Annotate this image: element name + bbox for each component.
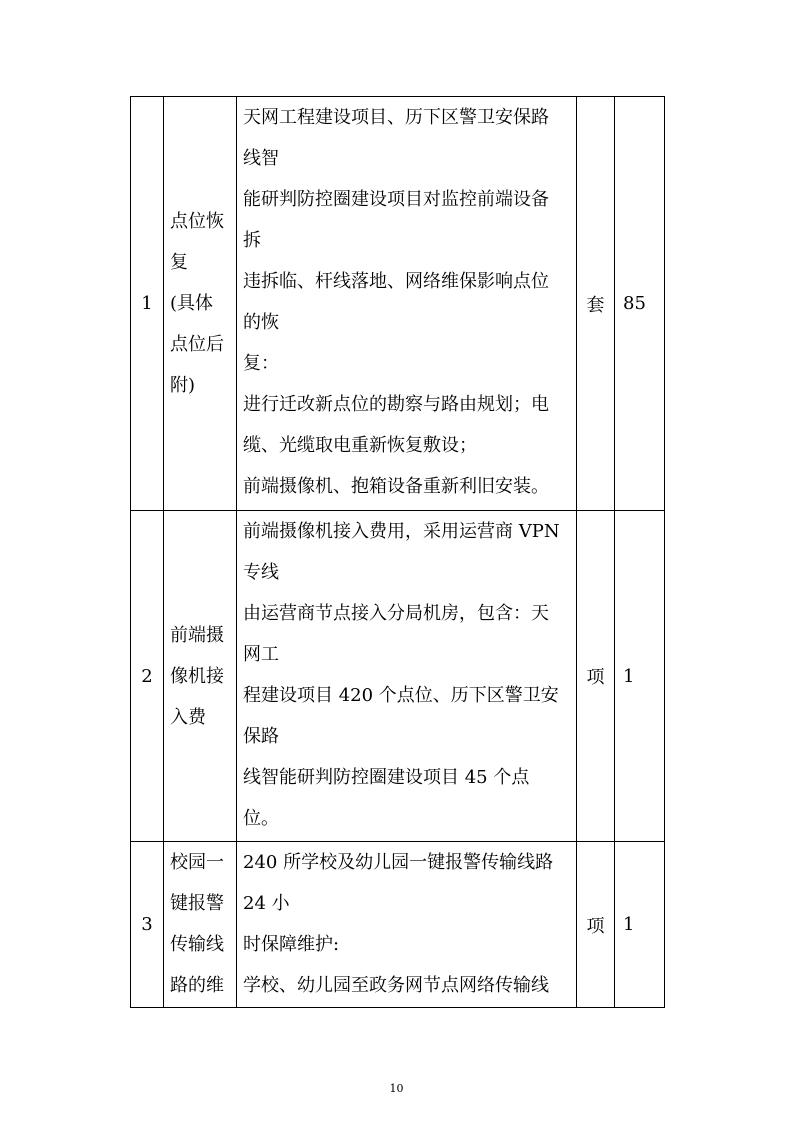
description-line: 由运营商节点接入分局机房，包含：天 xyxy=(243,603,549,624)
item-name-line: 前端摄 xyxy=(170,624,224,646)
row-number: 3 xyxy=(131,842,164,1008)
description-line: 的恢 xyxy=(243,312,279,333)
item-name-line: 键报警 xyxy=(170,893,224,914)
description-line: 前端摄像机接入费用，采用运营商 VPN xyxy=(243,521,560,542)
description-line: 违拆临、杆线落地、网络维保影响点位 xyxy=(243,271,549,292)
description-line: 时保障维护: xyxy=(243,934,340,955)
description-line: 24 小 xyxy=(243,893,290,914)
description-line: 缆、光缆取电重新恢复敷设； xyxy=(243,435,477,456)
item-name-line: 传输线 xyxy=(170,934,224,955)
table-row xyxy=(131,842,665,1008)
description-line: 专线 xyxy=(243,562,279,583)
item-name-line: 复 xyxy=(170,252,188,273)
description-line: 复： xyxy=(243,353,279,374)
unit: 套 xyxy=(577,97,615,511)
quantity: 1 xyxy=(615,511,665,842)
row-number: 2 xyxy=(131,511,164,842)
item-name xyxy=(164,511,237,842)
description-line: 学校、幼儿园至政务网节点网络传输线 xyxy=(243,975,549,996)
description-line: 网工 xyxy=(243,644,279,665)
item-name-line: 校园一 xyxy=(170,852,224,873)
item-description xyxy=(237,842,577,1008)
quantity: 1 xyxy=(615,842,665,1008)
item-name-line: 附) xyxy=(170,375,196,396)
page-number: 10 xyxy=(389,1082,404,1095)
table-row xyxy=(131,97,665,511)
description-line: 拆 xyxy=(243,230,261,251)
item-description xyxy=(237,97,577,511)
quantity: 85 xyxy=(615,97,665,511)
description-line: 位。 xyxy=(243,808,279,829)
description-line: 线智 xyxy=(243,148,279,169)
item-name-line: 点位后 xyxy=(170,334,224,355)
unit: 项 xyxy=(577,511,615,842)
description-line: 天网工程建设项目、历下区警卫安保路 xyxy=(243,107,549,128)
description-line: 线智能研判防控圈建设项目 45 个点 xyxy=(243,767,530,788)
row-number: 1 xyxy=(131,97,164,511)
item-description xyxy=(237,511,577,842)
spec-table xyxy=(130,96,665,1008)
item-name-line: 入费 xyxy=(170,706,206,728)
item-name-line: (具体 xyxy=(170,293,214,314)
description-line: 能研判防控圈建设项目对监控前端设备 xyxy=(243,189,549,210)
item-name-line: 点位恢 xyxy=(170,211,224,232)
item-name-line: 像机接 xyxy=(170,665,224,687)
item-name-line: 路的维 xyxy=(170,975,224,996)
item-name xyxy=(164,842,237,1008)
table-row xyxy=(131,511,665,842)
description-line: 前端摄像机、抱箱设备重新利旧安装。 xyxy=(243,476,549,497)
description-line: 程建设项目 420 个点位、历下区警卫安 xyxy=(243,685,559,706)
item-name xyxy=(164,97,237,511)
unit: 项 xyxy=(577,842,615,1008)
description-line: 进行迁改新点位的勘察与路由规划；电 xyxy=(243,394,549,415)
description-line: 保路 xyxy=(243,726,279,747)
description-line: 240 所学校及幼儿园一键报警传输线路 xyxy=(243,852,554,873)
